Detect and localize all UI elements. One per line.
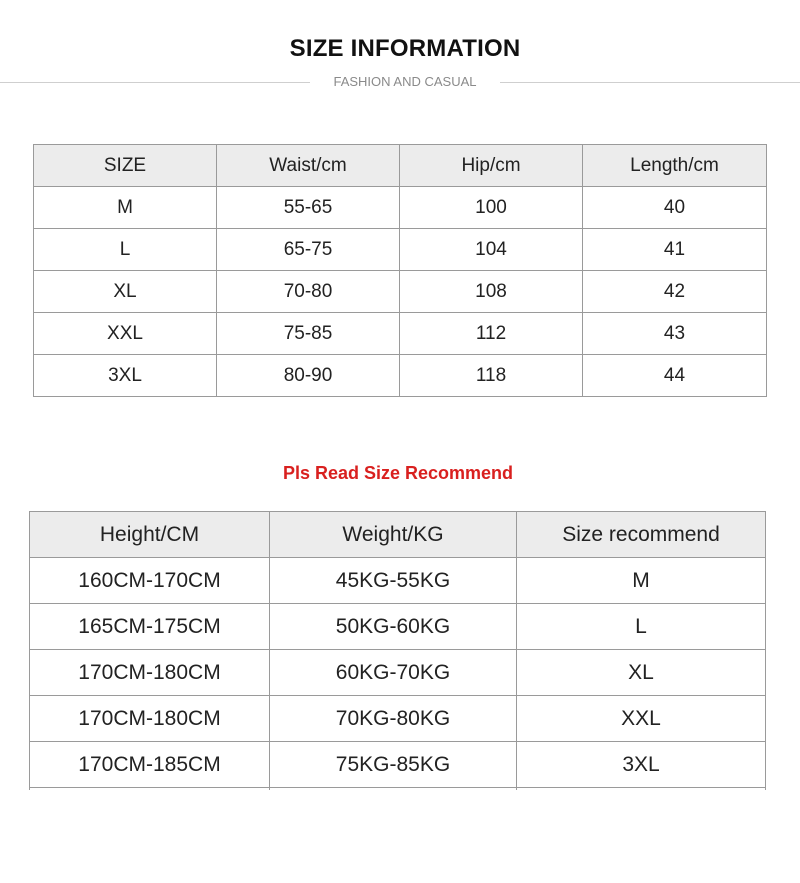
table-row	[30, 650, 766, 696]
weight-cell: 75KG-85KG	[270, 742, 517, 788]
size-cell: M	[34, 187, 217, 229]
weight-cell: 70KG-80KG	[270, 696, 517, 742]
table-row	[34, 355, 767, 397]
table-row	[30, 696, 766, 742]
size-cell: XL	[34, 271, 217, 313]
header-cell: Waist/cm	[217, 145, 400, 187]
weight-cell: 60KG-70KG	[270, 650, 517, 696]
length-cell: 42	[583, 271, 767, 313]
height-cell: 165CM-175CM	[30, 604, 270, 650]
recommended-size-cell: 3XL	[517, 742, 766, 788]
height-cell: 170CM-180CM	[30, 650, 270, 696]
waist-cell: 80-90	[217, 355, 400, 397]
header-cell: Weight/KG	[270, 512, 517, 558]
height-cell: 160CM-170CM	[30, 558, 270, 604]
size-chart-table	[33, 144, 767, 397]
table-row	[34, 271, 767, 313]
length-cell: 44	[583, 355, 767, 397]
size-cell: XXL	[34, 313, 217, 355]
size-chart-header-row	[34, 145, 767, 187]
size-cell: 3XL	[34, 355, 217, 397]
page-subtitle: FASHION AND CASUAL	[333, 74, 477, 89]
hip-cell: 118	[400, 355, 583, 397]
divider-left	[0, 82, 310, 83]
table-row	[30, 742, 766, 788]
size-recommend-note: Pls Read Size Recommend	[282, 463, 514, 483]
weight-cell: 50KG-60KG	[270, 604, 517, 650]
header-cell: Size recommend	[517, 512, 766, 558]
header-cell: SIZE	[34, 145, 217, 187]
hip-cell: 112	[400, 313, 583, 355]
length-cell: 43	[583, 313, 767, 355]
recommended-size-cell: XL	[517, 650, 766, 696]
waist-cell: 70-80	[217, 271, 400, 313]
recommended-size-cell: M	[517, 558, 766, 604]
header-cell: Hip/cm	[400, 145, 583, 187]
table-trailing-row	[30, 788, 766, 791]
empty-cell	[517, 788, 766, 791]
waist-cell: 55-65	[217, 187, 400, 229]
hip-cell: 100	[400, 187, 583, 229]
waist-cell: 75-85	[217, 313, 400, 355]
waist-cell: 65-75	[217, 229, 400, 271]
header-cell: Length/cm	[583, 145, 767, 187]
length-cell: 40	[583, 187, 767, 229]
hip-cell: 108	[400, 271, 583, 313]
height-cell: 170CM-180CM	[30, 696, 270, 742]
height-cell: 170CM-185CM	[30, 742, 270, 788]
page-title: SIZE INFORMATION	[289, 35, 521, 62]
hip-cell: 104	[400, 229, 583, 271]
table-row	[34, 313, 767, 355]
table-row	[34, 187, 767, 229]
table-row	[30, 604, 766, 650]
recommended-size-cell: L	[517, 604, 766, 650]
table-row	[34, 229, 767, 271]
length-cell: 41	[583, 229, 767, 271]
header-cell: Height/CM	[30, 512, 270, 558]
weight-cell: 45KG-55KG	[270, 558, 517, 604]
subtitle-row	[0, 74, 800, 90]
empty-cell	[270, 788, 517, 791]
divider-right	[500, 82, 800, 83]
size-recommend-header-row	[30, 512, 766, 558]
recommended-size-cell: XXL	[517, 696, 766, 742]
empty-cell	[30, 788, 270, 791]
size-cell: L	[34, 229, 217, 271]
table-row	[30, 558, 766, 604]
size-recommend-table	[29, 511, 766, 790]
